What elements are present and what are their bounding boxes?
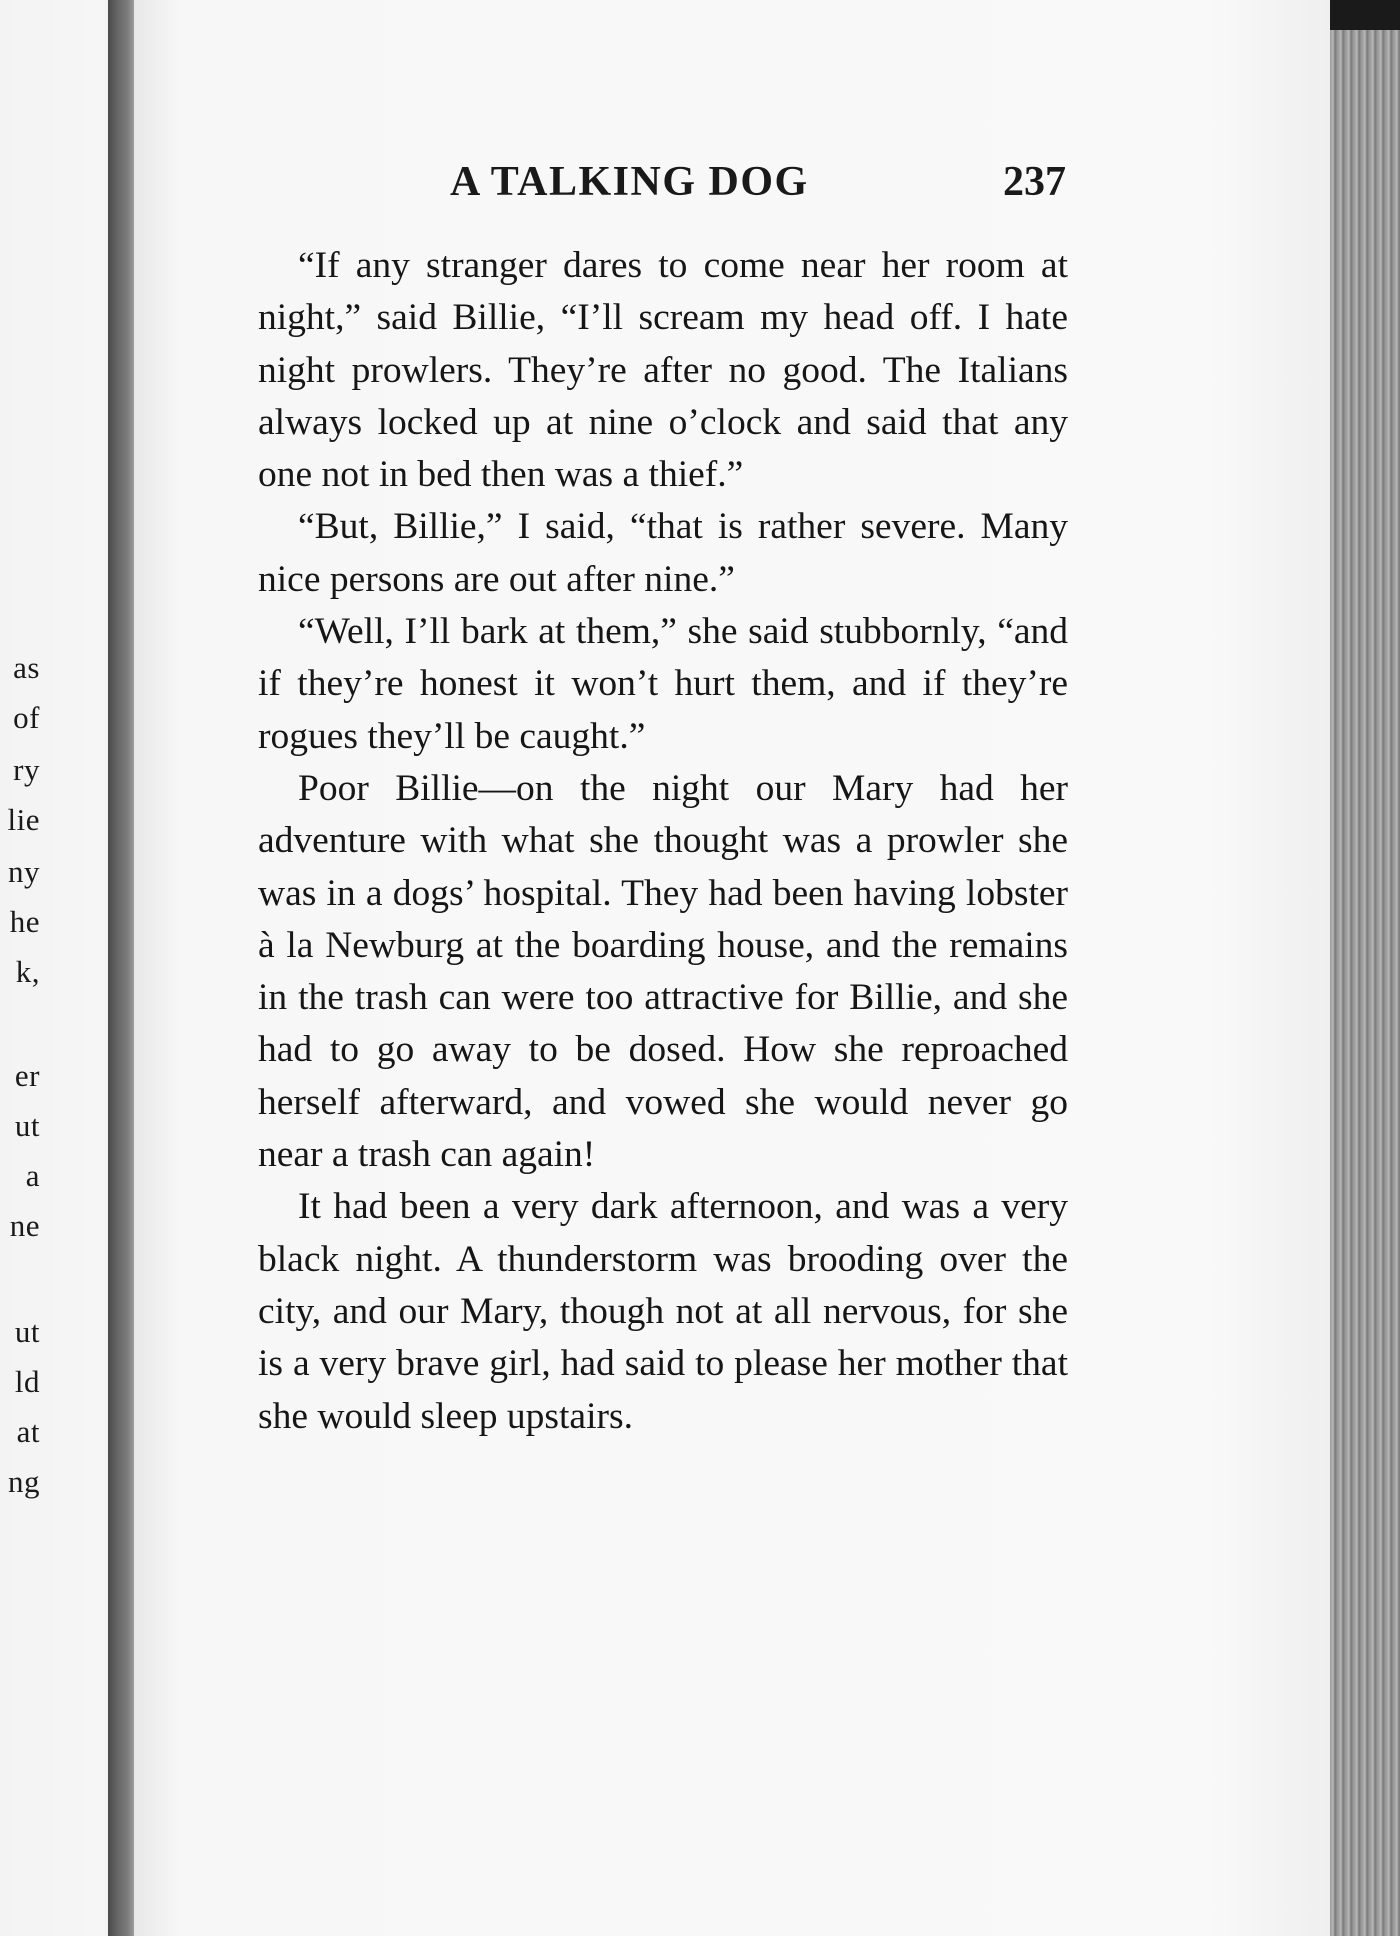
running-head <box>450 158 1066 208</box>
left-page-fragment: ng <box>8 1464 40 1499</box>
left-page-fragment: ut <box>14 1314 40 1349</box>
left-page-fragment: ne <box>9 1208 40 1243</box>
paragraph: “But, Billie,” I said, “that is rather severe. Many nice persons are out after nine.” <box>258 506 1068 600</box>
left-page-fragment: ny <box>8 854 40 889</box>
left-page-fragment: lie <box>7 802 40 837</box>
chapter-title: A TALKING DOG <box>450 159 809 205</box>
left-page-fragment: a <box>25 1158 40 1193</box>
paragraph: It had been a very dark afternoon, and was a very black night. A thunderstorm was brooding over the city, and our Mary, though not at all nervous, for she is a very brave girl, had said to please her mother that she would sleep upstairs. <box>258 1186 1068 1437</box>
paragraph: “Well, I’ll bark at them,” she said stubbornly, “and if they’re honest it won’t hurt them, and if they’re rogues they’ll be caught.” <box>258 611 1068 757</box>
left-page-fragment: of <box>13 700 40 735</box>
page-edges <box>1330 30 1400 1936</box>
body-text <box>258 240 1068 1443</box>
left-page-fragment: he <box>9 904 40 939</box>
left-page-fragment: ut <box>14 1108 40 1143</box>
left-page-fragment: k, <box>15 954 40 989</box>
left-page-fragment: at <box>16 1414 40 1449</box>
paragraph: Poor Billie—on the night our Mary had her adventure with what she thought was a prowler she was in a dogs’ hospital. They had been having lobster à la Newburg at the boarding house, and the remains in the trash can were too attractive for Billie, and she had to go away to be dosed. How she reproached herself afterward, and vowed she would never go near a trash can again! <box>258 767 1068 1176</box>
page-number: 237 <box>1003 159 1066 205</box>
book-gutter <box>108 0 136 1936</box>
left-page-fragment: as <box>13 650 40 685</box>
page-edges-shadow <box>1330 0 1400 30</box>
left-page-fragment: er <box>14 1058 40 1093</box>
paragraph: “If any stranger dares to come near her room at night,” said Billie, “I’ll scream my head off. I hate night prowlers. They’re after no good. The Italians always locked up at nine o’clock and said that any one not in bed then was a thief.” <box>258 245 1068 496</box>
left-page-fragment: ry <box>13 752 40 787</box>
left-page-fragment: ld <box>14 1364 40 1399</box>
